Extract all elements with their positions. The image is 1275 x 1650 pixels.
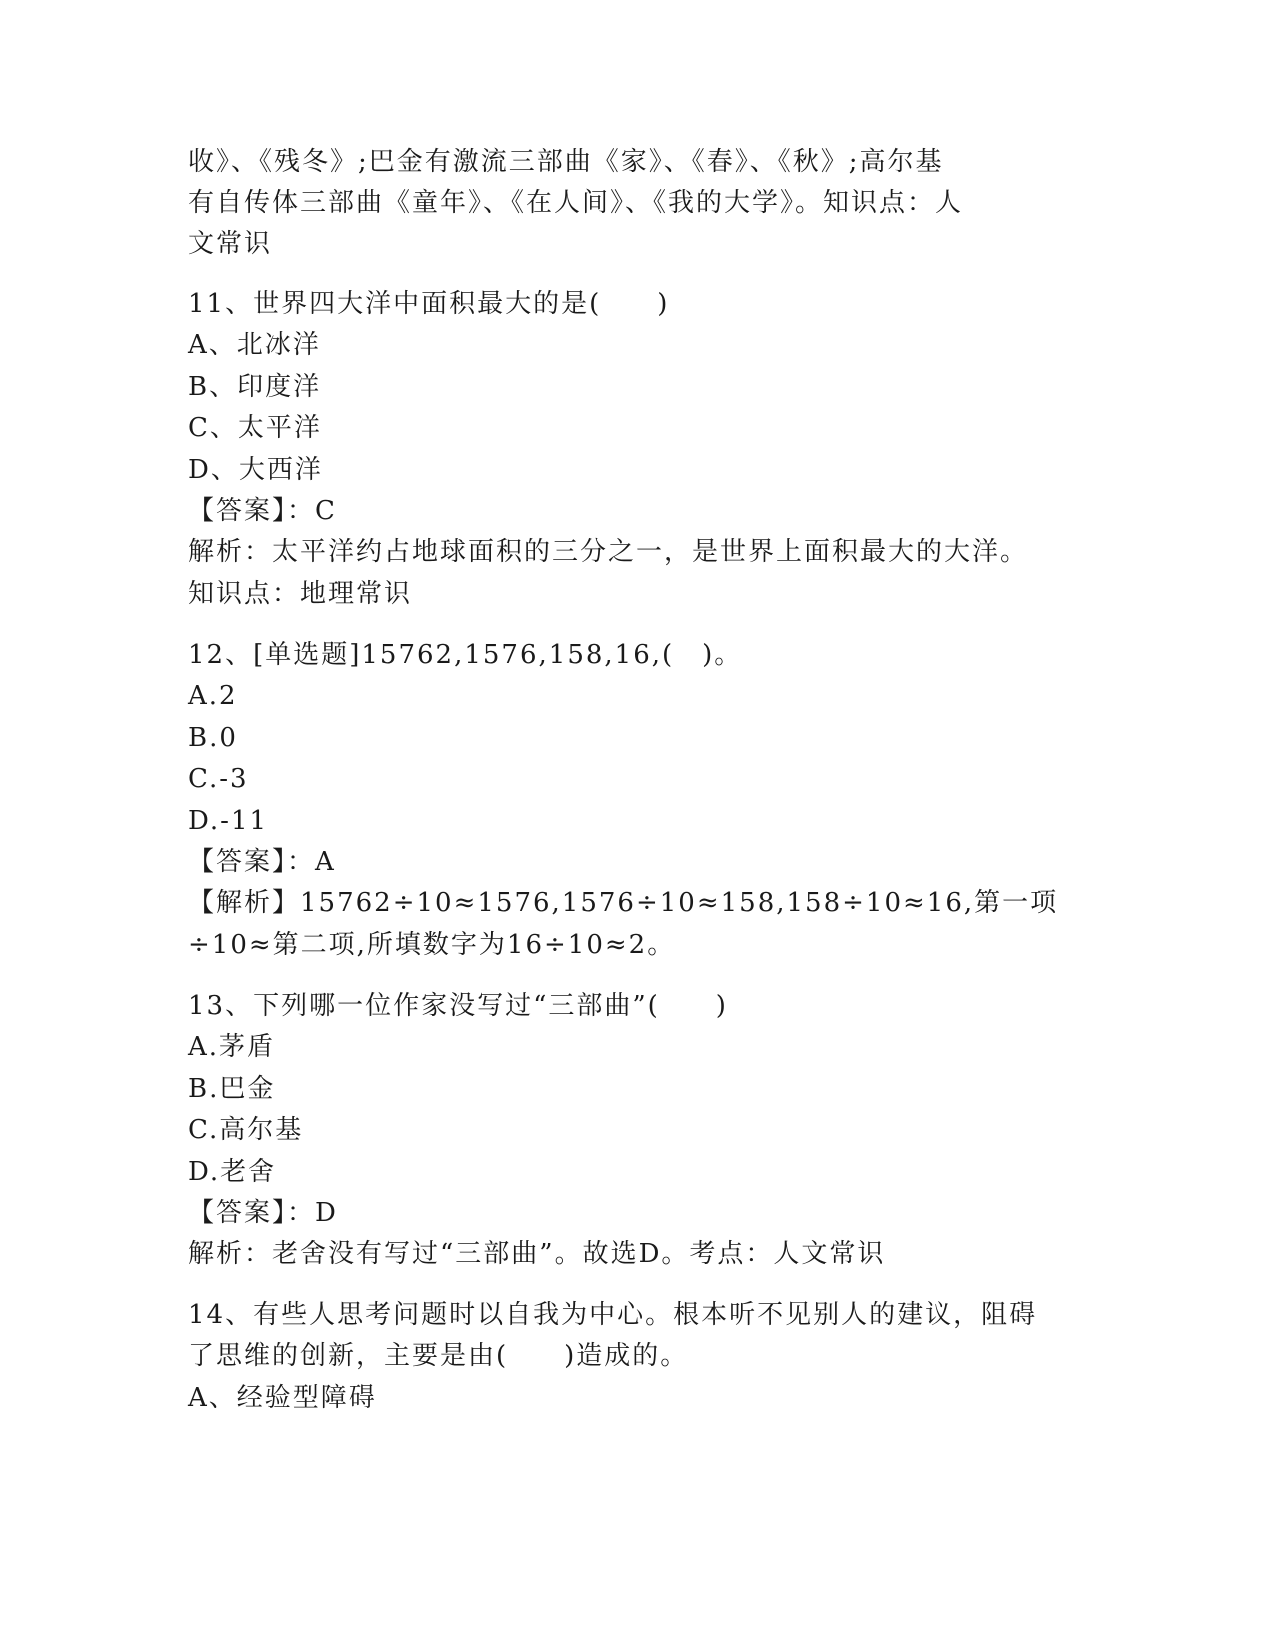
- question-12-option-c: C.-3: [188, 764, 249, 794]
- question-14-stem: 了思维的创新，主要是由( )造成的。: [188, 1341, 689, 1371]
- question-14-stem: 14、有些人思考问题时以自我为中心。根本听不见别人的建议，阻碍: [188, 1300, 1038, 1330]
- question-14-option-a: A、经验型障碍: [188, 1383, 377, 1413]
- question-11-option-a: A、北冰洋: [188, 330, 321, 360]
- question-12-option-a: A.2: [188, 681, 238, 711]
- question-11-analysis: 知识点：地理常识: [188, 579, 413, 609]
- question-12-analysis: ÷10≈第二项,所填数字为16÷10≈2。: [188, 930, 676, 960]
- question-13-analysis: 解析：老舍没有写过“三部曲”。故选D。考点：人文常识: [188, 1239, 886, 1269]
- question-11-option-d: D、大西洋: [188, 455, 323, 485]
- question-13-option-b: B.巴金: [188, 1074, 276, 1104]
- intro-line: 文常识: [188, 229, 273, 259]
- question-12-option-d: D.-11: [188, 806, 269, 836]
- question-13-option-d: D.老舍: [188, 1157, 277, 1187]
- question-11-option-b: B、印度洋: [188, 372, 322, 402]
- intro-line: 收》、《残冬》;巴金有激流三部曲《家》、《春》、《秋》;高尔基: [188, 147, 944, 177]
- question-11-answer: 【答案】：C: [188, 496, 337, 526]
- question-12-analysis: 【解析】15762÷10≈1576,1576÷10≈158,158÷10≈16,第一项: [188, 888, 1059, 918]
- question-12-option-b: B.0: [188, 723, 238, 753]
- question-11-option-c: C、太平洋: [188, 413, 322, 443]
- question-13-stem: 13、下列哪一位作家没写过“三部曲”( ): [188, 991, 728, 1021]
- question-12-answer: 【答案】：A: [188, 847, 336, 877]
- question-12-stem: 12、[单选题]15762,1576,158,16,( )。: [188, 640, 743, 670]
- question-13-answer: 【答案】：D: [188, 1198, 338, 1228]
- question-13-option-a: A.茅盾: [188, 1032, 276, 1062]
- intro-line: 有自传体三部曲《童年》、《在人间》、《我的大学》。知识点：人: [188, 188, 964, 218]
- question-13-option-c: C.高尔基: [188, 1115, 304, 1145]
- question-11-stem: 11、世界四大洋中面积最大的是( ): [188, 289, 670, 319]
- question-11-analysis: 解析：太平洋约占地球面积的三分之一，是世界上面积最大的大洋。: [188, 537, 1029, 567]
